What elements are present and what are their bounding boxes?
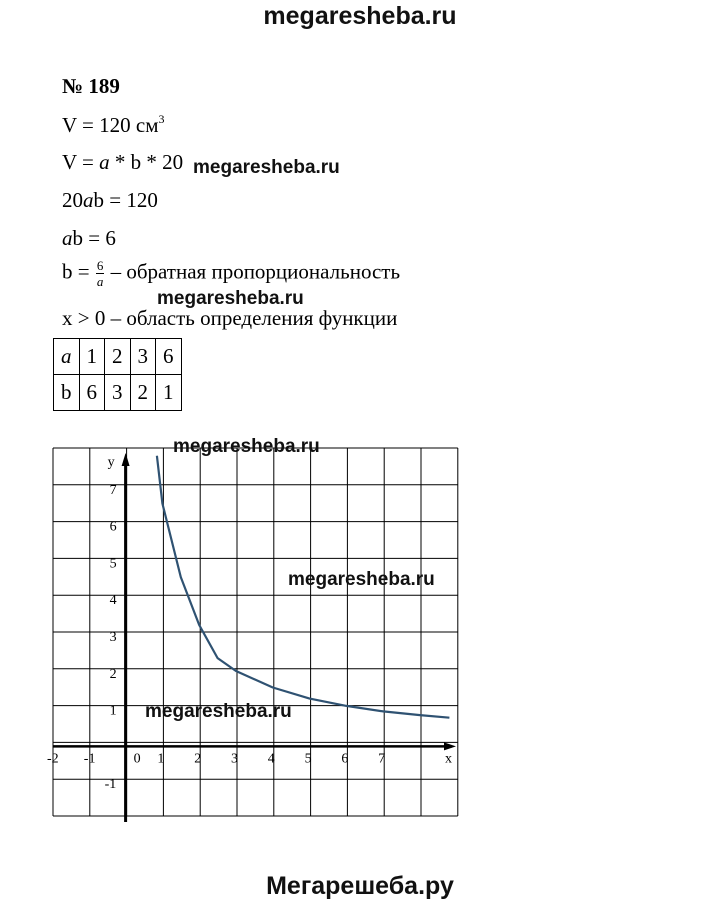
x-tick-label: 7: [378, 751, 386, 767]
table-row: [54, 375, 182, 411]
watermark: megaresheba.ru: [288, 569, 435, 590]
x-tick-label: 4: [267, 751, 275, 767]
x-axis-label: x: [445, 751, 452, 767]
fraction-denominator: a: [96, 274, 104, 289]
table-cell: 6: [156, 339, 182, 375]
volume-text: V = 120 см: [62, 113, 159, 137]
table-cell: 6: [79, 375, 105, 411]
volume-exponent: 3: [158, 112, 165, 126]
y-tick-label: 1: [109, 703, 117, 719]
volume-formula-line: [62, 150, 183, 175]
equation-coef: 20: [62, 188, 83, 212]
x-tick-label: 3: [231, 751, 238, 767]
fraction-numerator: 6: [96, 258, 104, 273]
x-tick-label: 1: [157, 751, 165, 767]
y-tick-label: 6: [109, 519, 117, 535]
domain-line: x > 0 – область определения функции: [62, 306, 398, 330]
y-tick-label: 3: [109, 630, 117, 645]
equation-a: a: [83, 188, 94, 212]
table-cell: 1: [79, 339, 105, 375]
table-row-label: b: [54, 375, 80, 411]
x-tick-label: -1: [83, 751, 96, 767]
x-axis-arrow: [444, 742, 456, 750]
fraction: [96, 258, 105, 289]
function-line: [62, 258, 400, 289]
watermark: megaresheba.ru: [193, 157, 340, 178]
table-row-label: a: [54, 339, 80, 375]
problem-number: № 189: [62, 74, 120, 98]
table-cell: 1: [156, 375, 182, 411]
volume-line: [62, 112, 165, 138]
y-tick-label: 2: [109, 666, 117, 682]
x-tick-label: 6: [341, 751, 349, 767]
y-axis-arrow: [122, 453, 130, 466]
y-tick-label: 5: [109, 556, 117, 572]
function-description: – обратная пропорциональность: [105, 259, 401, 284]
x-tick-label: -2: [47, 751, 59, 767]
table-cell: 2: [105, 339, 131, 375]
x-tick-label: 2: [194, 751, 202, 767]
equation-line: [62, 188, 158, 213]
y-axis-label: y: [107, 455, 115, 470]
x-tick-label: 0: [133, 751, 141, 767]
table-row: [54, 339, 182, 375]
table-cell: 3: [130, 339, 156, 375]
watermark: megaresheba.ru: [173, 436, 320, 457]
equation-rest: b = 120: [93, 188, 158, 212]
function-graph: [47, 447, 472, 827]
product-rest: b = 6: [72, 226, 116, 250]
formula-v: V =: [62, 150, 100, 174]
function-b: b =: [62, 259, 95, 284]
table-cell: 2: [130, 375, 156, 411]
site-header[interactable]: megaresheba.ru: [263, 2, 457, 30]
values-table: [53, 338, 182, 411]
product-line: [62, 226, 116, 251]
formula-rest: * b * 20: [109, 150, 184, 174]
product-a: a: [62, 226, 73, 250]
y-tick-label: -1: [104, 777, 117, 793]
table-cell: 3: [105, 375, 131, 411]
watermark: megaresheba.ru: [145, 701, 292, 722]
watermark: megaresheba.ru: [157, 288, 304, 309]
formula-a: a: [99, 150, 110, 174]
y-tick-label: 7: [109, 482, 117, 498]
y-tick-label: 4: [109, 593, 117, 609]
site-footer[interactable]: Мегарешеба.ру: [266, 872, 454, 900]
x-tick-label: 5: [304, 751, 312, 767]
